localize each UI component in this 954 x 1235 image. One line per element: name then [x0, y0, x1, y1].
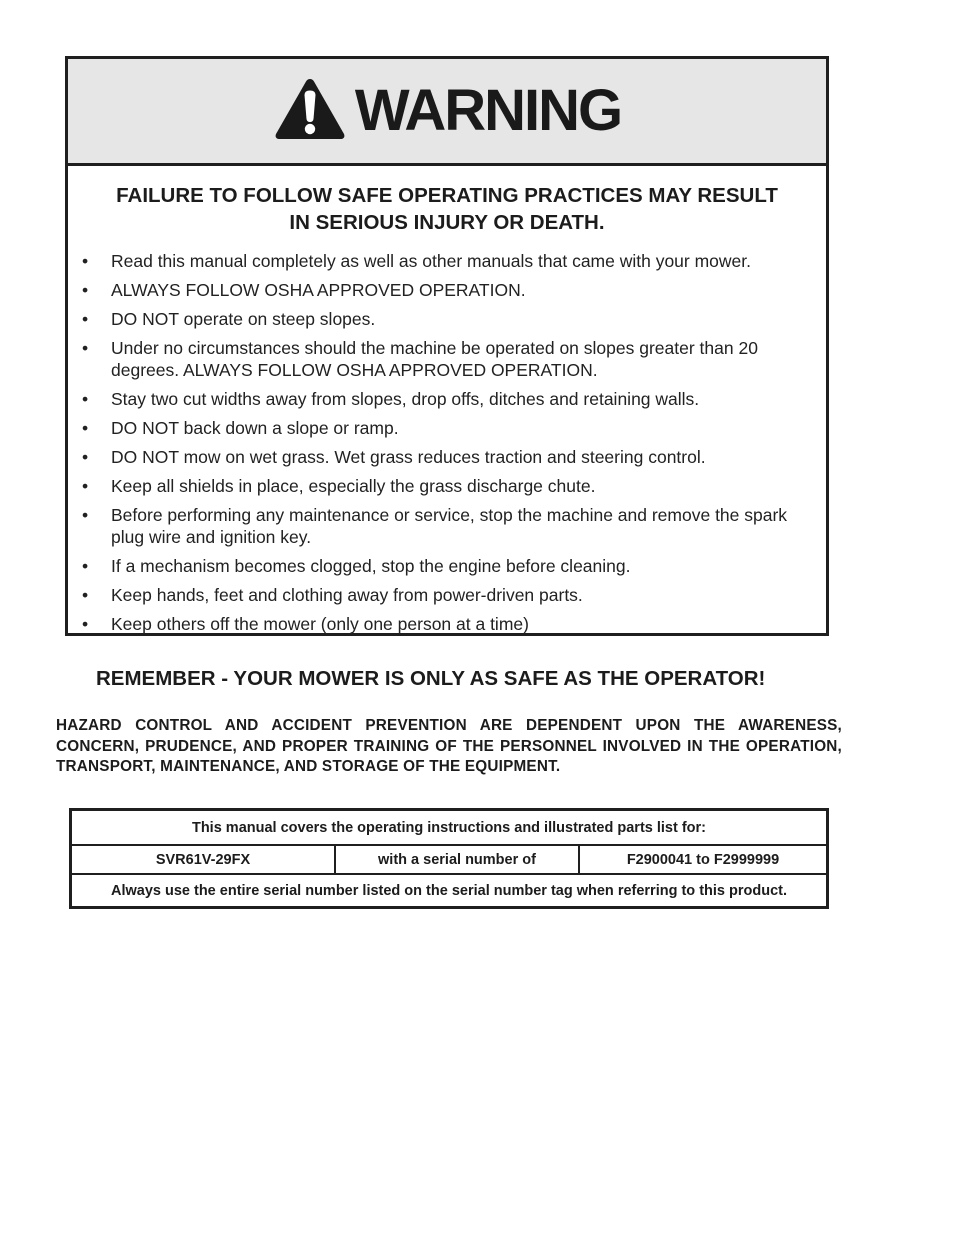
table-row [71, 874, 828, 908]
warning-item-text: DO NOT mow on wet grass. Wet grass reduces traction and steering control. [111, 447, 706, 467]
bullet: • [82, 447, 89, 467]
warning-item-text: Read this manual completely as well as other manuals that came with your mower. [111, 251, 752, 271]
warning-item-text: Before performing any maintenance or service, stop the machine and remove the spark plug wire and ignition key. [111, 505, 788, 547]
remember-statement: REMEMBER - YOUR MOWER IS ONLY AS SAFE AS THE OPERATOR! [96, 667, 766, 690]
warning-list-item [80, 504, 808, 548]
warning-list-item [80, 250, 808, 272]
bullet: • [82, 556, 89, 576]
bullet: • [82, 280, 89, 300]
bullet: • [82, 585, 89, 605]
warning-item-text: DO NOT operate on steep slopes. [111, 309, 376, 329]
warning-box [65, 56, 829, 636]
warning-item-text: Stay two cut widths away from slopes, drop offs, ditches and retaining walls. [111, 389, 700, 409]
warning-headline [80, 182, 808, 236]
manual-coverage-header: This manual covers the operating instructions and illustrated parts list for: [71, 810, 828, 846]
warning-list-item [80, 555, 808, 577]
bullet: • [82, 389, 89, 409]
warning-headline-line-2: IN SERIOUS INJURY OR DEATH. [289, 211, 605, 234]
bullet: • [82, 309, 89, 329]
bullet: • [82, 476, 89, 496]
manual-info-table [69, 808, 829, 909]
bullet: • [82, 418, 89, 438]
warning-triangle-icon [273, 76, 347, 142]
warning-list-item [80, 446, 808, 468]
warning-headline-line-1: FAILURE TO FOLLOW SAFE OPERATING PRACTICES MAY RESULT [116, 184, 778, 207]
bullet: • [82, 614, 89, 634]
warning-list [80, 250, 808, 635]
bullet: • [82, 251, 89, 271]
warning-list-item [80, 337, 808, 381]
warning-item-text: Under no circumstances should the machine be operated on slopes greater than 20 degrees. ALWAYS FOLLOW OSHA APPROVED OPERATION. [111, 338, 758, 380]
serial-number-note: Always use the entire serial number listed on the serial number tag when referring to this product. [71, 874, 828, 908]
warning-item-text: DO NOT back down a slope or ramp. [111, 418, 399, 438]
bullet: • [82, 505, 89, 525]
warning-list-item [80, 417, 808, 439]
warning-title: WARNING [354, 78, 622, 143]
warning-list-item [80, 613, 808, 635]
hazard-paragraph: HAZARD CONTROL AND ACCIDENT PREVENTION ARE DEPENDENT UPON THE AWARENESS, CONCERN, PRUDENCE, AND PROPER TRAINING OF THE PERSONNEL INVOLVED IN THE OPERATION, TRANSPORT, MAINTENANCE, AND STORAGE OF THE EQUIPMENT. [56, 717, 842, 775]
table-row [71, 810, 828, 846]
warning-item-text: Keep all shields in place, especially the grass discharge chute. [111, 476, 596, 496]
warning-item-text: Keep others off the mower (only one person at a time) [111, 614, 529, 634]
warning-list-item [80, 279, 808, 301]
warning-header [68, 59, 826, 166]
warning-list-item [80, 475, 808, 497]
warning-item-text: Keep hands, feet and clothing away from power-driven parts. [111, 585, 583, 605]
warning-list-item [80, 584, 808, 606]
warning-body [68, 166, 826, 635]
serial-label-cell: with a serial number of [335, 845, 579, 874]
warning-item-text: If a mechanism becomes clogged, stop the engine before cleaning. [111, 556, 631, 576]
serial-range-cell: F2900041 to F2999999 [579, 845, 828, 874]
bullet: • [82, 338, 89, 358]
warning-list-item [80, 308, 808, 330]
warning-list-item [80, 388, 808, 410]
model-number-cell: SVR61V-29FX [71, 845, 336, 874]
table-row [71, 845, 828, 874]
warning-item-text: ALWAYS FOLLOW OSHA APPROVED OPERATION. [111, 280, 526, 300]
